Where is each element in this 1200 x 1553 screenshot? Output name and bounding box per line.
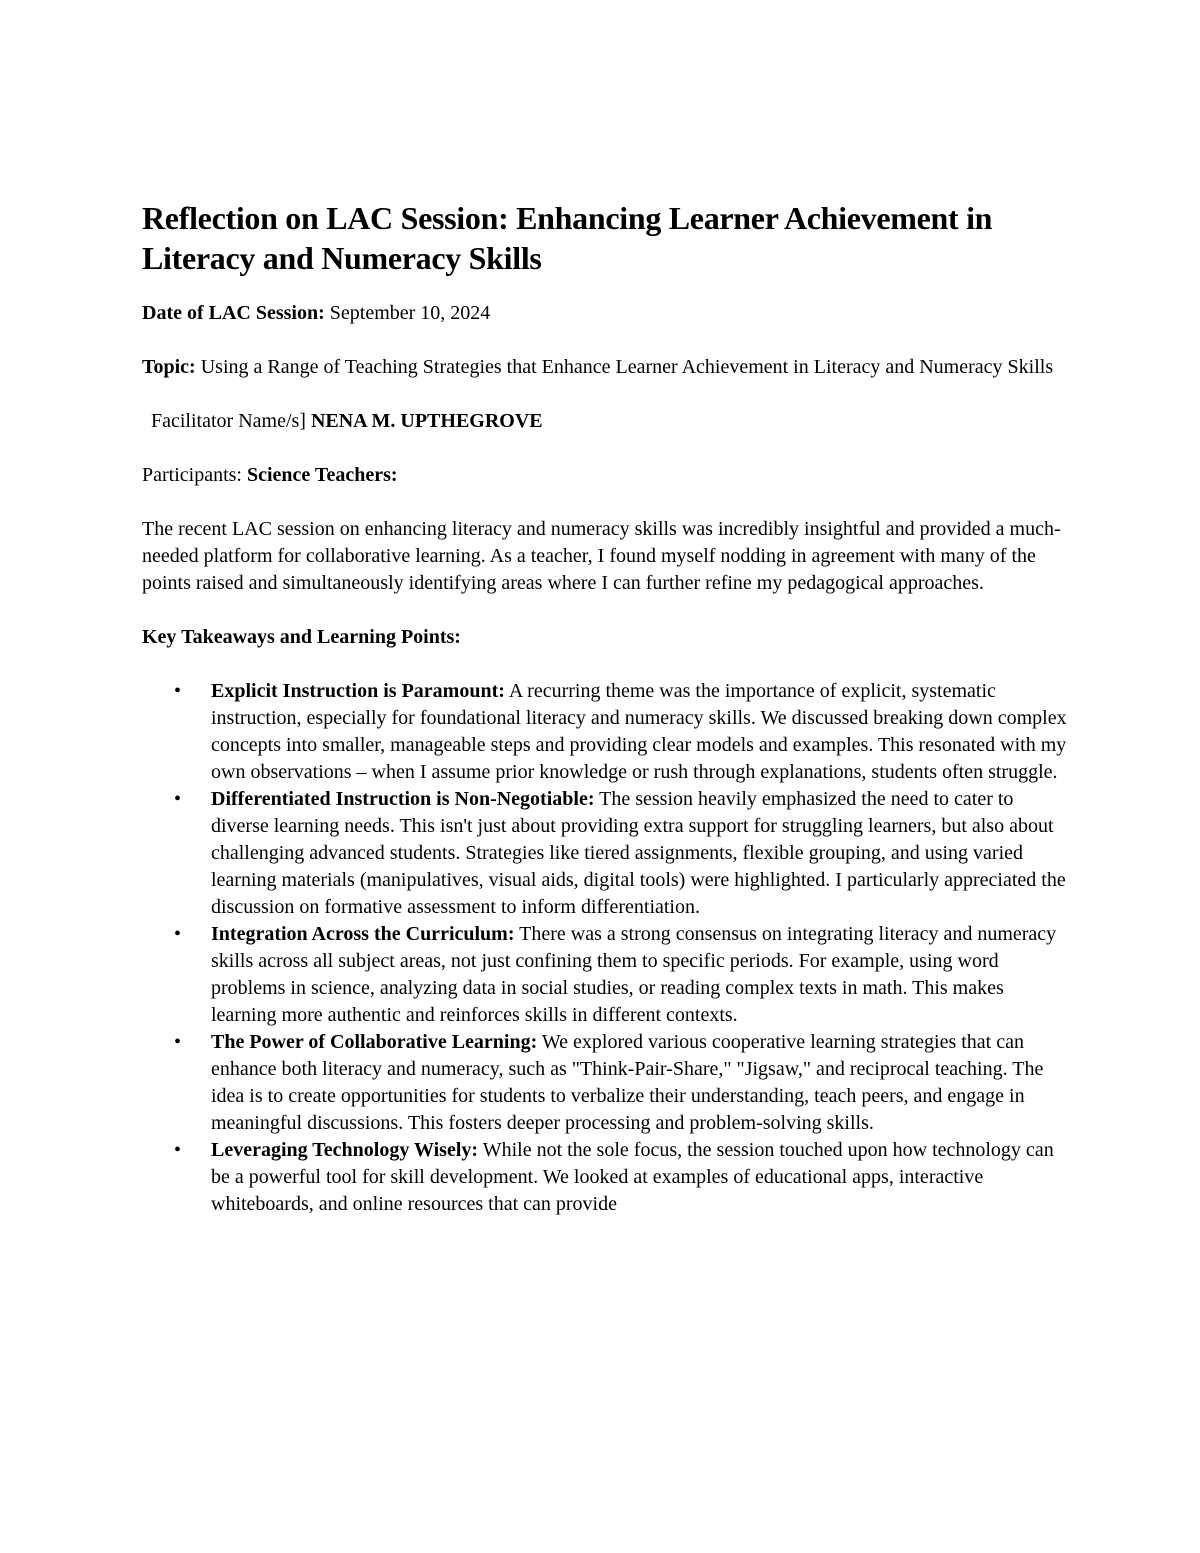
list-item [142,1029,1067,1137]
takeaway-heading: Leveraging Technology Wisely: [211,1139,479,1161]
topic-value: Using a Range of Teaching Strategies that Enhance Learner Achievement in Literacy and Numeracy Skills [200,356,1054,378]
takeaway-text: There was a strong consensus on integrating literacy and numeracy skills across all subject areas, not just confining them to specific periods. For example, using word problems in science, analyzing data in social studies, or reading complex texts in math. This makes learning more authentic and reinforces skills in different contexts. [211,923,1057,1026]
takeaway-text: While not the sole focus, the session touched upon how technology can be a powerful tool for skill development. We looked at examples of educational apps, interactive whiteboards, and online resources that can provide [211,1139,1054,1215]
takeaway-heading: The Power of Collaborative Learning: [211,1031,538,1053]
date-value: September 10, 2024 [329,302,491,324]
bullet-icon: • [174,1031,182,1053]
bullet-icon: • [174,923,182,945]
list-item [142,786,1067,921]
intro-paragraph: The recent LAC session on enhancing literacy and numeracy skills was incredibly insightful and provided a much-needed platform for collaborative learning. As a teacher, I found myself nodding in agreement with many of the points raised and simultaneously identifying areas where I can further refine my pedagogical approaches. [142,518,1061,594]
facilitator-label: Facilitator Name/s] [151,410,306,432]
takeaways-list [142,678,1067,1218]
takeaway-text: A recurring theme was the importance of explicit, systematic instruction, especially for foundational literacy and numeracy skills. We discussed breaking down complex concepts into smaller, manageable steps and providing clear models and examples. This resonated with my own observations – when I assume prior knowledge or rush through explanations, students often struggle. [211,680,1067,783]
facilitator-line [142,408,1067,435]
document-title: Reflection on LAC Session: Enhancing Learner Achievement in Literacy and Numeracy Skills [142,200,993,276]
bullet-icon: • [174,680,182,702]
takeaway-text: We explored various cooperative learning strategies that can enhance both literacy and numeracy, such as "Think-Pair-Share," "Jigsaw," and reciprocal teaching. The idea is to create opportunities for students to verbalize their understanding, teach peers, and engage in meaningful discussions. This fosters deeper processing and problem-solving skills. [211,1031,1044,1134]
facilitator-name: NENA M. UPTHEGROVE [310,410,543,432]
topic-label: Topic: [142,356,196,378]
topic-line [142,354,1067,381]
date-label: Date of LAC Session: [142,302,325,324]
date-line [142,300,1067,327]
participants-value: Science Teachers: [246,464,398,486]
takeaway-heading: Explicit Instruction is Paramount: [211,680,505,702]
bullet-icon: • [174,788,182,810]
takeaway-heading: Integration Across the Curriculum: [211,923,515,945]
takeaway-heading: Differentiated Instruction is Non-Negotiable: [211,788,595,810]
bullet-icon: • [174,1139,182,1161]
participants-line [142,462,1067,489]
participants-label: Participants: [142,464,242,486]
list-item [142,921,1067,1029]
list-item [142,678,1067,786]
document-page [142,198,1067,1218]
list-item [142,1137,1067,1218]
takeaways-heading: Key Takeaways and Learning Points: [142,626,461,648]
takeaway-text: The session heavily emphasized the need to cater to diverse learning needs. This isn't just about providing extra support for struggling learners, but also about challenging advanced students. Strategies like tiered assignments, flexible grouping, and using varied learning materials (manipulatives, visual aids, digital tools) were highlighted. I particularly appreciated the discussion on formative assessment to inform differentiation. [211,788,1066,918]
